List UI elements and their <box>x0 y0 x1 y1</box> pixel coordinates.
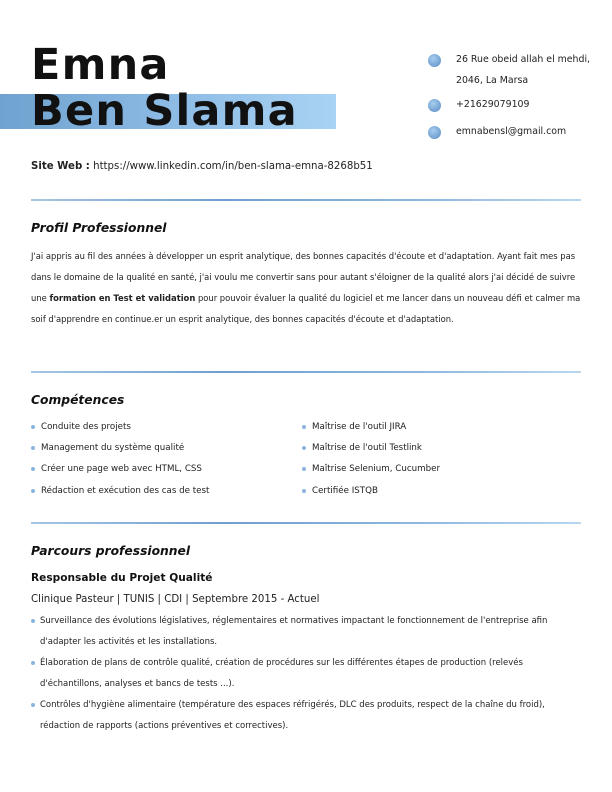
skills-column-right <box>302 419 440 504</box>
contact-address <box>428 52 604 91</box>
skill-item <box>31 440 209 461</box>
address-text: 26 Rue obeid allah el mehdi, 2046, La Marsa <box>456 54 591 86</box>
website-link[interactable]: https://www.linkedin.com/in/ben-slama-emna-8268b51 <box>93 161 373 172</box>
profile-text <box>31 246 583 330</box>
skill-item <box>302 419 440 440</box>
skill-label: Conduite des projets <box>41 422 131 432</box>
email-bullet-icon <box>428 126 441 139</box>
skill-label: Maîtrise de l'outil Testlink <box>312 443 422 454</box>
profile-text-bold: formation en Test et validation <box>49 293 196 304</box>
skill-label: Créer une page web avec HTML, CSS <box>41 464 202 475</box>
duty-list <box>31 611 583 738</box>
skill-label: Maîtrise de l'outil JIRA <box>312 422 407 432</box>
website-line <box>31 161 373 172</box>
skills-column-left <box>31 419 209 504</box>
contact-email <box>428 124 604 142</box>
profile-text-start: J'ai appris au fil des années à développer un esprit analytique, des bonnes capacités d'écoute et d'adaptation. Ayant fait mes pas dans le domaine de la qualité en santé, j'ai voulu me convertir sans pour autant s'éloigner de la qualité alors j'ai décidé de suivre une <box>31 251 576 304</box>
skill-label: Maîtrise Selenium, Cucumber <box>312 464 441 475</box>
bullet-icon <box>302 467 306 471</box>
bullet-icon <box>31 703 35 707</box>
address-bullet-icon <box>428 54 441 67</box>
skill-item <box>31 419 209 440</box>
duty-text: Surveillance des évolutions législatives, réglementaires et normatives impactant le fonctionnement de l'entreprise afin d'adapter les activités et les installations. <box>40 616 548 648</box>
bullet-icon <box>302 489 306 493</box>
skill-item <box>302 440 440 461</box>
duty-text: Élaboration de plans de contrôle qualité, création de procédures sur les différentes étapes de production (relevés d'échantillons, analyses et bancs de tests ...). <box>40 658 523 690</box>
job-title: Responsable du Projet Qualité <box>31 572 213 584</box>
bullet-icon <box>31 446 35 450</box>
bullet-icon <box>31 489 35 493</box>
skill-item <box>302 483 440 504</box>
section-divider <box>31 199 581 201</box>
skills-title: Compétences <box>31 393 125 407</box>
email-link[interactable]: emnabensl@gmail.com <box>456 126 567 137</box>
job-meta: Clinique Pasteur | TUNIS | CDI | Septembre 2015 - Actuel <box>31 594 320 605</box>
duty-item <box>31 653 583 695</box>
duty-item <box>31 611 583 653</box>
phone-bullet-icon <box>428 99 441 112</box>
first-name: Emna <box>31 40 170 90</box>
bullet-icon <box>31 425 35 429</box>
section-divider <box>31 522 581 524</box>
skill-item <box>31 461 209 482</box>
contact-phone <box>428 97 604 115</box>
skill-label: Management du système qualité <box>41 443 185 454</box>
bullet-icon <box>31 467 35 471</box>
bullet-icon <box>31 661 35 665</box>
profile-title: Profil Professionnel <box>31 221 167 235</box>
bullet-icon <box>31 619 35 623</box>
skill-item <box>302 461 440 482</box>
skill-label: Certifiée ISTQB <box>312 485 378 496</box>
bullet-icon <box>302 425 306 429</box>
skill-item <box>31 483 209 504</box>
last-name: Ben Slama <box>31 86 298 136</box>
section-divider <box>31 371 581 373</box>
duty-item <box>31 695 583 737</box>
skill-label: Rédaction et exécution des cas de test <box>41 485 210 496</box>
phone-text: +21629079109 <box>456 99 530 110</box>
experience-title: Parcours professionnel <box>31 544 191 558</box>
bullet-icon <box>302 446 306 450</box>
duty-text: Contrôles d'hygiène alimentaire (température des espaces réfrigérés, DLC des produits, respect de la chaîne du froid), rédaction de rapports (actions préventives et correctives). <box>40 700 545 732</box>
profile-text-end: pour pouvoir évaluer la qualité du logiciel et me lancer dans un nouveau défi et calmer ma soif d'apprendre en continue.er un esprit analytique, des bonnes capacités d'écoute et d'adaptation. <box>31 293 581 325</box>
website-label: Site Web : <box>31 161 90 172</box>
